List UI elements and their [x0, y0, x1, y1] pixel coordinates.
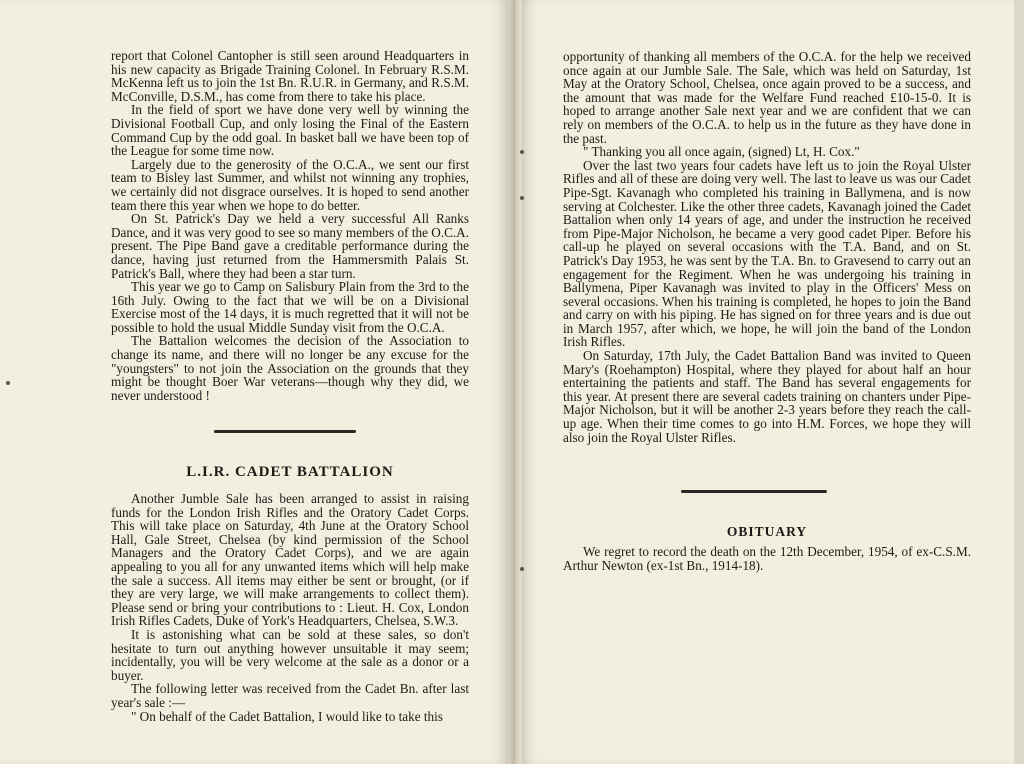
section-divider-left	[214, 430, 356, 433]
cadet-battalion-column	[111, 492, 469, 723]
section-divider-right	[681, 490, 827, 493]
paragraph-hospital-band: On Saturday, 17th July, the Cadet Battalion Band was invited to Queen Mary's (Roehampton) Hospital, where they played for about half an hour entertaining the patients and staff. The Band has several engagements for this year. At present there are several cadets training on chanters under Pipe-Major Nicholson, but it will be another 2-3 years before they reach the call-up age. When their time comes to go into H.M. Forces, we hope they will also join the Royal Ulster Rifles.	[563, 348, 971, 445]
right-page-edge	[1014, 0, 1024, 764]
binding-mark	[520, 150, 524, 154]
paragraph-headquarters: report that Colonel Cantopher is still seen around Headquarters in his new capacity as Brigade Training Colonel. In February R.S.M. McKenna left us to join the 1st Bn. R.U.R. in Germany, and R.S.M. McConville, D.S.M., has come from there to take his place.	[111, 48, 469, 104]
binding-mark	[520, 196, 524, 200]
paragraph-letter-intro: The following letter was received from the Cadet Bn. after last year's sale :—	[111, 681, 469, 710]
obituary-heading: OBITUARY	[726, 524, 808, 539]
paragraph-association-name: The Battalion welcomes the decision of the Association to change its name, and there will no longer be any excuse for the "youngsters" to not join the Association on the grounds that they might be thought Boer War veterans—though why they did, we never understood !	[111, 333, 469, 403]
right-page-column	[563, 50, 971, 444]
left-page-news-column	[111, 49, 469, 402]
paragraph-sport: In the field of sport we have done very well by winning the Divisional Football Cup, and only losing the Final of the Eastern Command Cup by the odd goal. In basket ball we have been top of the League for some time now.	[111, 102, 469, 159]
book-gutter	[508, 0, 522, 764]
paragraph-st-patricks-dance: On St. Patrick's Day we held a very successful All Ranks Dance, and it was very good to see so many members of the O.C.A. present. The Pipe Band gave a creditable performance during the dance, having just returned from the Hammersmith Palais St. Patrick's Ball, where they had been a star turn.	[111, 211, 469, 281]
paragraph-obituary: We regret to record the death on the 12th December, 1954, of ex-C.S.M. Arthur Newton (ex-1st Bn., 1914-18).	[563, 544, 971, 573]
binding-mark	[6, 381, 10, 385]
paragraph-letter-start: " On behalf of the Cadet Battalion, I would like to take this	[131, 708, 443, 724]
paragraph-bisley: Largely due to the generosity of the O.C.A., we sent our first team to Bisley last Summer, and whilst not winning any trophies, we certainly did not disgrace ourselves. It is hoped to send another team there this year when we hope to do better.	[111, 156, 469, 213]
obituary-column	[563, 545, 971, 572]
binding-mark	[520, 567, 524, 571]
paragraph-astonishing: It is astonishing what can be sold at these sales, so don't hesitate to turn out anything however unsuitable it may seem; incidentally, you will be very welcome at the sale as a donor or a buyer.	[111, 626, 469, 683]
cadet-battalion-heading: L.I.R. CADET BATTALION	[186, 464, 394, 480]
paragraph-letter-signoff: " Thanking you all once again, (signed) Lt, H. Cox."	[583, 144, 860, 160]
paragraph-camp: This year we go to Camp on Salisbury Plain from the 3rd to the 16th July. Owing to the fact that we will be on a Divisional Exercise most of the 14 days, it is much regretted that it will not be possible to hold the usual Middle Sunday visit from the O.C.A.	[111, 279, 469, 335]
paragraph-cadets-joined: Over the last two years four cadets have left us to join the Royal Ulster Rifles and all of these are doing very well. The last to leave us was our Cadet Pipe-Sgt. Kavanagh who completed his training in Ballymena, and is now serving at Colchester. Like the other three cadets, Kavanagh joined the Cadet Battalion when only 14 years of age, and under the instruction he received from Pipe-Major Nicholson, he became a very good cadet Piper. Before his call-up he played on several occasions with the T.A. Band, and on St. Patrick's Day 1953, he was sent by the T.A. Bn. to Gravesend to carry out an engagement for the Regiment. When he was undergoing his training in Ballymena, Piper Kavanagh was invited to play in the Officers' Mess on several occasions. When his training is completed, he hopes to join the Band and carry on with his piping. He has signed on for three years and is due out in March 1957, after which, we hope, he will join the band of the London Irish Rifles.	[563, 157, 971, 350]
paragraph-jumble-sale: Another Jumble Sale has been arranged to assist in raising funds for the London Irish Rifles and the Oratory Cadet Corps. This will take place on Saturday, 4th June at the Oratory School Hall, Gale Street, Chelsea (by kind permission of the School Managers and the Oratory Cadet Corps), and we are again appealing to you all for any unwanted items which will help make the sale a success. All items may either be sent or brought, (or if they are very large, we will make arrangements to collect them). Please send or bring your contributions to : Lieut. H. Cox, London Irish Rifles Cadets, Duke of York's Headquarters, Chelsea, S.W.3.	[111, 491, 469, 629]
paragraph-letter-continued: opportunity of thanking all members of the O.C.A. for the help we received once again at our Jumble Sale. The Sale, which was held on Saturday, 1st May at the Oratory School, Chelsea, once again proved to be a success, and the amount that was made for the Welfare Fund reached £10-15-0. It is hoped to arrange another Sale next year and we are confident that we can rely on members of the O.C.A. to help us in the future as they have done in the past.	[563, 49, 971, 146]
